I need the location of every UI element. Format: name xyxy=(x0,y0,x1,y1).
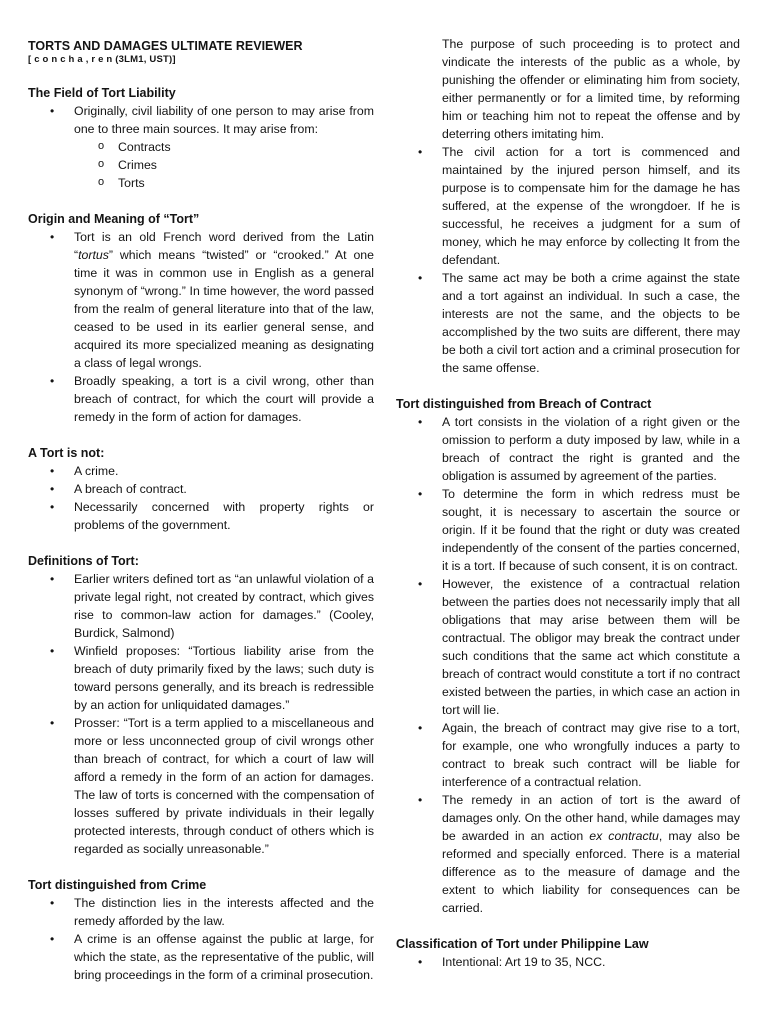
crime-list-continued xyxy=(396,143,740,377)
origin-bullet-1-latin-term: tortus xyxy=(78,248,109,262)
classification-list xyxy=(396,953,740,971)
definitions-list xyxy=(28,570,374,858)
source-item-contracts: o Contracts xyxy=(28,138,374,156)
crime-bullet-4: • The same act may be both a crime against the state and a tort against an individual. In such a case, the interests are not the same, and the objects to be accomplished by the two suits are different, there may be both a civil tort action and a criminal prosecution for the same offense. xyxy=(396,269,740,377)
document-author: [ c o n c h a , r e n (3LM1, UST)] xyxy=(28,54,176,65)
left-column xyxy=(28,0,374,984)
origin-bullet-1-part-a: Tort is an old French word derived from the Latin “ xyxy=(74,230,374,262)
definition-bullet-1: • Earlier writers defined tort as “an unlawful violation of a private legal right, not created by contract, which gives rise to common-law action for damages.” (Cooley, Burdick, Salmond) xyxy=(28,570,374,642)
contract-bullet-3: • However, the existence of a contractual relation between the parties does not necessarily imply that all obligations that may arise between them will be contractual. The obligor may break the contract under such conditions that the same act which constitute a breach of contract would constitute a tort if no contract existed between the parties, in which case an action in tort will lie. xyxy=(396,575,740,719)
definition-bullet-3: • Prosser: “Tort is a term applied to a miscellaneous and more or less unconnected group of civil wrongs other than breach of contract, for which a court of law will afford a remedy in the form of an action for damages. The law of torts is concerned with the compensation of losses suffered by private individuals in their legally protected interests, through conduct of others which is regarded as socially unreasonable.” xyxy=(28,714,374,858)
contract-bullet-5-latin-term: ex contractu xyxy=(589,829,659,843)
crime-list xyxy=(28,894,374,984)
crime-bullet-2: • A crime is an offense against the public at large, for which the state, as the representative of the public, will bring proceedings in the form of a criminal prosecution. xyxy=(28,930,374,984)
crime-bullet-1: • The distinction lies in the interests affected and the remedy afforded by the law. xyxy=(28,894,374,930)
contract-list xyxy=(396,413,740,917)
document-title: TORTS AND DAMAGES ULTIMATE REVIEWER xyxy=(28,39,303,53)
contract-bullet-5-part-b: , may also be reformed and specially enforced. There is a material difference as to the measure of damage and the extent to which liability for consequences can be carried. xyxy=(442,829,740,915)
tort-is-not-item-1: • A crime. xyxy=(28,462,374,480)
origin-bullet-1-part-b: ” which means “twisted” or “crooked.” At one time it was in common use in English as a general synonym of “wrong.” In time however, the word passed from the realm of general literature into that of the law, ceased to be used in its earlier general sense, and acquired its more specialized meaning as designating a class of legal wrongs. xyxy=(74,248,374,370)
contract-bullet-5-part-a: The remedy in an action of tort is the award of damages only. On the other hand, while damages may be awarded in an action xyxy=(442,793,740,843)
crime-bullet-2-continuation: The purpose of such proceeding is to protect and vindicate the interests of the public as a whole, by punishing the offender or eliminating him from society, either permanently or for a limited time, by reforming him or teaching him not to repeat the offense and by deterring others imitating him. xyxy=(442,37,740,141)
right-column xyxy=(396,35,740,971)
field-sources-list xyxy=(28,138,374,192)
source-item-torts: o Torts xyxy=(28,174,374,192)
heading-classification: Classification of Tort under Philippine Law xyxy=(396,937,649,951)
contract-bullet-2: • To determine the form in which redress must be sought, it is necessary to ascertain the source or origin. If it be found that the right or duty was created independently of the consent of the parties concerned, it is a tort. If because of such consent, it is on contract. xyxy=(396,485,740,575)
contract-bullet-5 xyxy=(396,791,740,917)
origin-bullet-2: • Broadly speaking, a tort is a civil wrong, other than breach of contract, for which the court will provide a remedy in the form of action for damages. xyxy=(28,372,374,426)
heading-definitions: Definitions of Tort: xyxy=(28,554,139,568)
classification-bullet-1: • Intentional: Art 19 to 35, NCC. xyxy=(396,953,740,971)
field-bullet-list xyxy=(28,102,374,138)
origin-bullet-1 xyxy=(28,228,374,372)
tort-is-not-list xyxy=(28,462,374,534)
heading-distinguished-from-crime: Tort distinguished from Crime xyxy=(28,878,207,892)
tort-is-not-item-3: • Necessarily concerned with property rights or problems of the government. xyxy=(28,498,374,534)
heading-field-of-tort-liability: The Field of Tort Liability xyxy=(28,86,176,100)
definition-bullet-2: • Winfield proposes: “Tortious liability arise from the breach of duty primarily fixed by the laws; such duty is toward persons generally, and its breach is redressible by an action for unliquidated damages.” xyxy=(28,642,374,714)
origin-bullet-list xyxy=(28,228,374,426)
field-bullet-1: • Originally, civil liability of one person to may arise from one to three main sources. It may arise from: xyxy=(28,102,374,138)
crime-bullet-3: • The civil action for a tort is commenced and maintained by the injured person himself, and its purpose is to compensate him for the damage he has suffered, at the expense of the wrongdoer. If he is successful, he receives a judgment for a sum of money, which he may enforce by collecting It from the defendant. xyxy=(396,143,740,269)
heading-tort-is-not: A Tort is not: xyxy=(28,446,105,460)
tort-is-not-item-2: • A breach of contract. xyxy=(28,480,374,498)
contract-bullet-4: • Again, the breach of contract may give rise to a tort, for example, one who wrongfully induces a party to contract to break such contract will be liable for interference of a contractual relation. xyxy=(396,719,740,791)
heading-origin-meaning: Origin and Meaning of “Tort” xyxy=(28,212,200,226)
heading-distinguished-from-breach: Tort distinguished from Breach of Contract xyxy=(396,397,652,411)
contract-bullet-1: • A tort consists in the violation of a right given or the omission to perform a duty imposed by law, while in a breach of contract the right is granted and the obligation is assumed by agreement of the parties. xyxy=(396,413,740,485)
source-item-crimes: o Crimes xyxy=(28,156,374,174)
